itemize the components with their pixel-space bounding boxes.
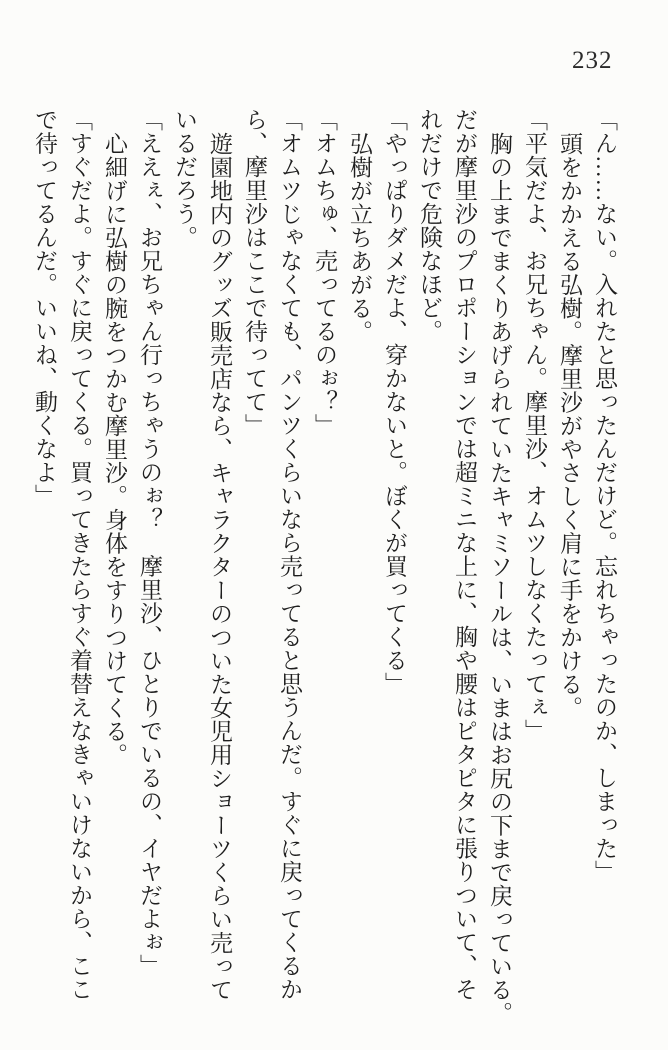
dialogue-line: 「平気だよ、お兄ちゃん。摩里沙、オムツしなくたってぇ」 <box>522 108 547 743</box>
narrative-line: だが摩里沙のプロポーションでは超ミニな上に、胸や腰はピタピタに張りついて、そ <box>452 108 477 1001</box>
narrative-line: いるだろう。 <box>172 108 197 249</box>
text-area <box>27 108 622 1030</box>
narrative-line: 心細げに弘樹の腕をつかむ摩里沙。身体をすりつけてくる。 <box>102 131 127 766</box>
dialogue-line: ら、摩里沙はここで待ってて」 <box>242 108 267 437</box>
narrative-line: 頭をかかえる弘樹。摩里沙がやさしく肩に手をかける。 <box>557 131 582 719</box>
dialogue-line: 「オムちゅ、売ってるのぉ？」 <box>312 108 337 437</box>
narrative-line: 胸の上までまくりあげられていたキャミソールは、いまはお尻の下まで戻っている。 <box>487 131 512 1025</box>
dialogue-line: 「やっぱりダメだよ、穿かないと。ぼくが買ってくる」 <box>382 108 407 696</box>
narrative-line: れだけで危険なほど。 <box>417 108 442 343</box>
dialogue-line: 「すぐだよ。すぐに戻ってくる。買ってきたらすぐ着替えなきゃいけないから、ここ <box>67 108 92 1001</box>
narrative-line: 遊園地内のグッズ販売店なら、キャラクターのついた女児用ショーツくらい売って <box>207 131 232 1001</box>
dialogue-line: 「オムツじゃなくても、パンツくらいなら売ってると思うんだ。すぐに戻ってくるか <box>277 108 302 1001</box>
dialogue-line: で待ってるんだ。いいね、動くなよ」 <box>32 108 57 508</box>
page-number: 232 <box>572 47 613 74</box>
narrative-line: 弘樹が立ちあがる。 <box>347 131 372 343</box>
dialogue-line: 「ええぇ、お兄ちゃん行っちゃうのぉ？ 摩里沙、ひとりでいるの、イヤだよぉ」 <box>137 108 162 978</box>
dialogue-line: 「ん……ない。入れたと思ったんだけど。忘れちゃったのか、しまった」 <box>592 108 617 884</box>
